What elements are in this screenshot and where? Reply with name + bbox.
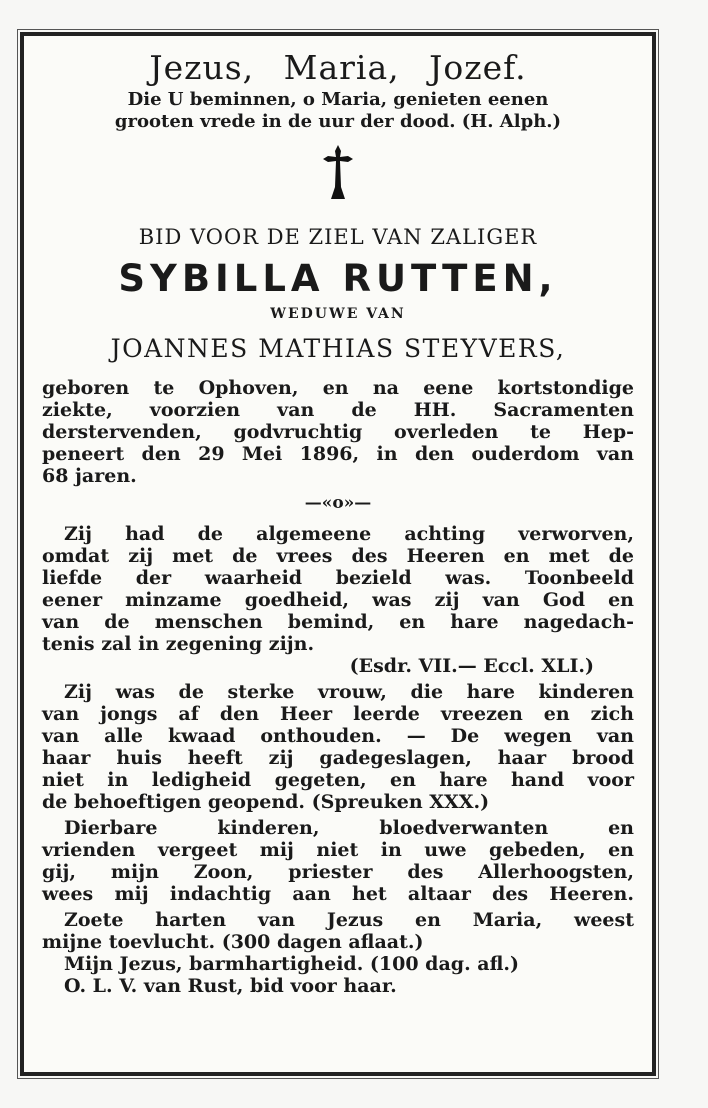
para-line: vrienden vergeet mij niet in uwe gebeden, en bbox=[42, 839, 634, 861]
scripture-reference: (Esdr. VII.— Eccl. XLI.) bbox=[349, 655, 594, 677]
paragraph-1 bbox=[42, 523, 634, 677]
para-line: niet in ledigheid gegeten, en hare hand voor bbox=[42, 769, 634, 791]
bio-line: 68 jaren. bbox=[42, 465, 137, 487]
para-line: Dierbare kinderen, bloedverwanten en bbox=[64, 817, 634, 839]
card-content bbox=[42, 36, 634, 1072]
para-line: haar huis heeft zij gadegeslagen, haar brood bbox=[42, 747, 634, 769]
para-line: mijne toevlucht. (300 dagen aflaat.) bbox=[42, 931, 424, 953]
para-line: tenis zal in zegening zijn. bbox=[42, 633, 315, 655]
paragraph-3 bbox=[42, 817, 634, 905]
para-line: van alle kwaad onthouden. — De wegen van bbox=[42, 725, 634, 747]
bio-line: derstervenden, godvruchtig overleden te Hep- bbox=[42, 421, 634, 443]
para-line: Zoete harten van Jezus en Maria, weest bbox=[64, 909, 634, 931]
quote-line-2: grooten vrede in de uur der dood. (H. Alph.) bbox=[114, 111, 562, 132]
card-title: Jezus, Maria, Jozef. bbox=[149, 48, 527, 87]
memorial-card bbox=[20, 32, 656, 1076]
deceased-name: SYBILLA RUTTEN, bbox=[118, 257, 558, 300]
para-line: van de menschen bemind, en hare nagedach- bbox=[42, 611, 634, 633]
widow-of-label: WEDUWE VAN bbox=[270, 306, 406, 322]
bio-line: ziekte, voorzien van de HH. Sacramenten bbox=[42, 399, 634, 421]
para-line: omdat zij met de vrees des Heeren en met de bbox=[42, 545, 634, 567]
para-line: van jongs af den Heer leerde vreezen en zich bbox=[42, 703, 634, 725]
intro-line: BID VOOR DE ZIEL VAN ZALIGER bbox=[138, 225, 538, 249]
separator: —«o»— bbox=[304, 493, 372, 513]
para-line: de behoeftigen geopend. (Spreuken XXX.) bbox=[42, 791, 490, 813]
bio-line: geboren te Ophoven, en na eene kortstondige bbox=[42, 377, 634, 399]
prayer-line: O. L. V. van Rust, bid voor haar. bbox=[64, 975, 397, 997]
para-line: Zij had de algemeene achting verworven, bbox=[64, 523, 634, 545]
header-quote bbox=[42, 89, 634, 133]
para-line: eener minzame goedheid, was zij van God en bbox=[42, 589, 634, 611]
quote-line-1: Die U beminnen, o Maria, genieten eenen bbox=[127, 89, 549, 110]
cross-icon bbox=[318, 143, 358, 203]
husband-name: JOANNES MATHIAS STEYVERS, bbox=[110, 334, 566, 363]
para-line: wees mij indachtig aan het altaar des Heeren. bbox=[42, 883, 634, 905]
bio-line: peneert den 29 Mei 1896, in den ouderdom van bbox=[42, 443, 634, 465]
para-line: gij, mijn Zoon, priester des Allerhoogsten, bbox=[42, 861, 634, 883]
paragraph-2 bbox=[42, 681, 634, 813]
biography bbox=[42, 377, 634, 487]
para-line: Zij was de sterke vrouw, die hare kinderen bbox=[64, 681, 634, 703]
prayer-line: Mijn Jezus, barmhartigheid. (100 dag. afl.) bbox=[64, 953, 520, 975]
paragraph-4 bbox=[42, 909, 634, 997]
para-line: liefde der waarheid bezield was. Toonbeeld bbox=[42, 567, 634, 589]
